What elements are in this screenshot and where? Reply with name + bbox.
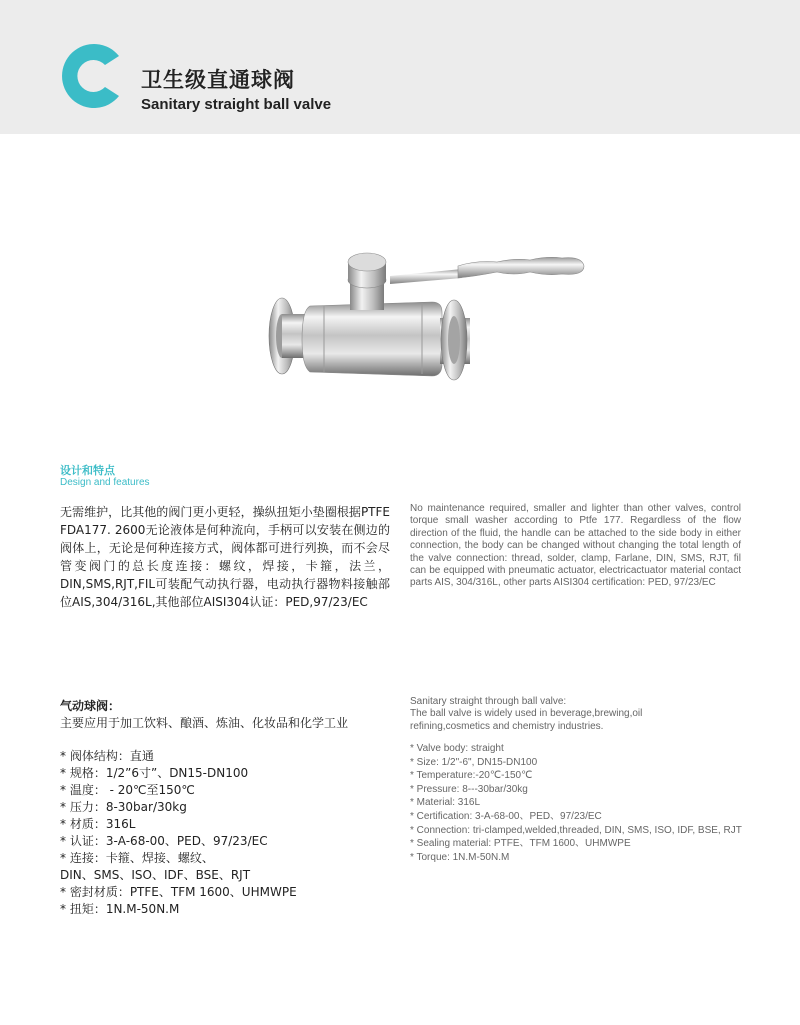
- spec-item: * Torque: 1N.M-50N.M: [410, 851, 510, 863]
- spec-item: DIN、SMS、ISO、IDF、BSE、RJT: [60, 868, 251, 882]
- spec-item: * Certification: 3-A-68-00、PED、97/23/EC: [410, 810, 602, 822]
- pneumatic-title-cn: 气动球阀：: [60, 699, 121, 713]
- spec-list-en: [410, 742, 745, 864]
- spec-item: * 阀体结构：直通: [60, 749, 154, 763]
- design-section-title-en: Design and features: [60, 477, 150, 488]
- pneumatic-desc-cn: 主要应用于加工饮料、酿酒、炼油、化妆品和化学工业: [60, 716, 349, 730]
- spec-item: * Valve body: straight: [410, 743, 504, 754]
- spec-item: * Pressure: 8---30bar/30kg: [410, 783, 528, 795]
- spec-item: * 材质：316L: [60, 817, 136, 831]
- spec-list-cn: [60, 748, 390, 918]
- intro-line: refining,cosmetics and chemistry industries.: [410, 720, 604, 732]
- pneumatic-intro-en: [410, 696, 745, 733]
- spec-item: * Sealing material: PTFE、TFM 1600、UHMWPE: [410, 838, 631, 850]
- spec-item: * Material: 316L: [410, 797, 481, 809]
- spec-item: * 温度： - 20℃至150℃: [60, 783, 195, 797]
- spec-item: * 压力：8-30bar/30kg: [60, 800, 187, 814]
- page-header: [0, 0, 800, 134]
- intro-line: The ball valve is widely used in beverage,brewing,oil: [410, 708, 643, 720]
- spec-item: * Temperature:-20℃-150℃: [410, 770, 533, 782]
- design-section-title-cn: 设计和特点: [60, 464, 115, 477]
- page-title-en: Sanitary straight ball valve: [141, 96, 332, 113]
- spec-item: * 扭矩：1N.M-50N.M: [60, 902, 180, 916]
- page-title-cn: 卫生级直通球阀: [141, 68, 295, 92]
- spec-item: * 连接：卡箍、焊接、螺纹、: [60, 851, 214, 865]
- spec-item: * 规格：1/2”6寸”、DN15-DN100: [60, 766, 249, 780]
- spec-item: * 密封材质：PTFE、TFM 1600、UHMWPE: [60, 885, 297, 899]
- spec-item: * 认证：3-A-68-00、PED、97/23/EC: [60, 834, 268, 848]
- design-text-cn: 无需维护，比其他的阀门更小更轻，操纵扭矩小垫圈根据PTFE FDA177. 2600无论液体是何种流向，手柄可以安装在侧边的阀体上，无论是何种连接方式，阀体都可进行列换，而不会尽管变阀门的总长度连接：螺纹，焊接，卡箍，法兰，DIN,SMS,RJT,FIL可装配气动执行器，电动执行器物料接触部位AIS,304/316L,其他部位AISI304认证：PED,97/23/EC: [60, 505, 390, 609]
- c-logo-icon: [58, 40, 130, 112]
- spec-item: * Connection: tri-clamped,welded,threaded, DIN, SMS, ISO, IDF, BSE, RJT: [410, 824, 742, 836]
- design-text-en: No maintenance required, smaller and lighter than other valves, control torque small washer according to Ptfe 177. Regardless of the flow direction of the fluid, the handle can be attached to the side body in either connection, the body can be changed without changing the total length of the valve connection: thread, solder, clamp, Farlane, DIN, SMS, RJT, fil can be equipped with pneumatic actuator, electricactuator material contact parts AIS, 304/316L, other parts AISI304 certification: PED, 97/23/EC: [410, 503, 741, 589]
- intro-line: Sanitary straight through ball valve:: [410, 696, 567, 707]
- ball-valve-photo: [262, 236, 592, 396]
- spec-item: * Size: 1/2"-6", DN15-DN100: [410, 756, 538, 768]
